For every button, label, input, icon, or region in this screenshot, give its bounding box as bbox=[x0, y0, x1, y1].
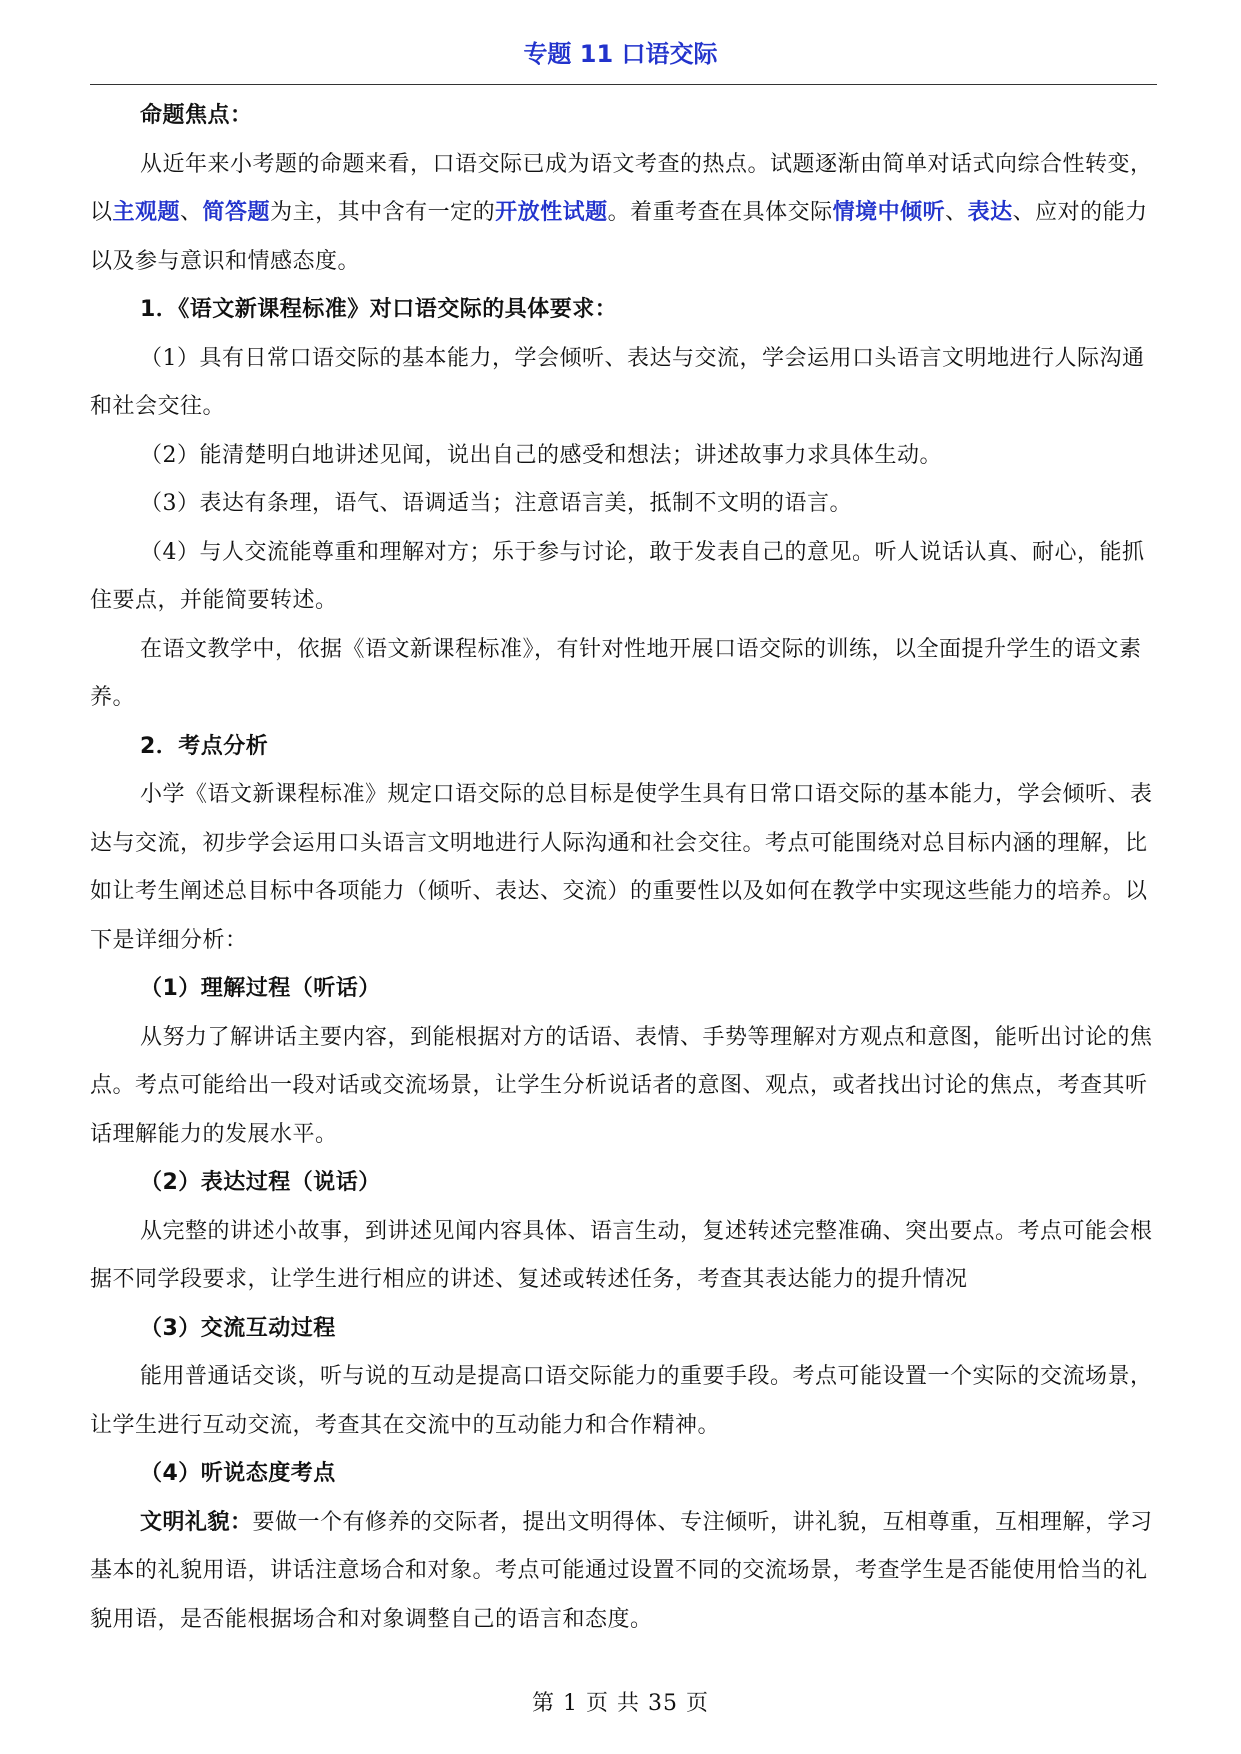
focus-paragraph bbox=[90, 141, 1157, 287]
highlight-expression: 表达 bbox=[967, 200, 1013, 225]
section1-heading: 1．《语文新课程标准》对口语交际的具体要求： bbox=[140, 297, 618, 322]
highlight-subjective: 主观题 bbox=[112, 200, 181, 225]
sub1-text: 从努力了解讲话主要内容，到能根据对方的话语、表情、手势等理解对方观点和意图，能听出讨论的焦点。考点可能给出一段对话或交流场景，让学生分析说话者的意图、观点，或者找出讨论的焦点，考查其听话理解能力的发展水平。 bbox=[90, 1024, 1153, 1147]
sub4-label: 文明礼貌： bbox=[140, 1509, 253, 1535]
sub3-text: 能用普通话交谈，听与说的互动是提高口语交际能力的重要手段。考点可能设置一个实际的交流场景，让学生进行互动交流，考查其在交流中的互动能力和合作精神。 bbox=[90, 1364, 1153, 1438]
focus-text-c: 为主，其中含有一定的 bbox=[270, 200, 496, 225]
sub3-heading: （3）交流互动过程 bbox=[140, 1315, 336, 1341]
requirement-item: （1）具有日常口语交际的基本能力，学会倾听、表达与交流，学会运用口头语言文明地进行人际沟通和社会交往。 bbox=[90, 345, 1145, 419]
sub1-heading: （1）理解过程（听话） bbox=[140, 976, 381, 1001]
highlight-short-answer: 简答题 bbox=[202, 200, 271, 225]
focus-text-d: 。着重考查在具体交际 bbox=[607, 200, 833, 225]
sub4-text: 要做一个有修养的交际者，提出文明得体、专注倾听，讲礼貌，互相尊重，互相理解，学习基本的礼貌用语，讲话注意场合和对象。考点可能通过设置不同的交流场景，考查学生是否能使用恰当的礼貌用语，是否能根据场合和对象调整自己的语言和态度。 bbox=[90, 1509, 1153, 1632]
focus-text-b: 、 bbox=[180, 200, 203, 225]
sub2-heading: （2）表达过程（说话） bbox=[140, 1170, 381, 1195]
requirement-item: （2）能清楚明白地讲述见闻，说出自己的感受和想法；讲述故事力求具体生动。 bbox=[140, 442, 942, 468]
sub4-heading: （4）听说态度考点 bbox=[140, 1461, 336, 1486]
page-number: 第 1 页 共 35 页 bbox=[532, 1691, 709, 1716]
requirement-item: （4）与人交流能尊重和理解对方；乐于参与讨论，敢于发表自己的意见。听人说话认真、耐心，能抓住要点，并能简要转述。 bbox=[90, 539, 1145, 613]
header-divider bbox=[90, 84, 1157, 85]
focus-text-f: 、应对的能力以及参与意识和情感态度。 bbox=[90, 200, 1148, 274]
focus-text-a: 从近年来小考题的命题来看，口语交际已成为语文考查的热点。试题逐渐由简单对话式向综合性转变，以 bbox=[90, 151, 1153, 225]
section1-closing: 在语文教学中，依据《语文新课程标准》，有针对性地开展口语交际的训练，以全面提升学生的语文素养。 bbox=[90, 636, 1142, 710]
sub4-paragraph bbox=[90, 1499, 1157, 1645]
highlight-open-questions: 开放性试题 bbox=[495, 200, 608, 225]
sub2-text: 从完整的讲述小故事，到讲述见闻内容具体、语言生动，复述转述完整准确、突出要点。考点可能会根据不同学段要求，让学生进行相应的讲述、复述或转述任务，考查其表达能力的提升情况 bbox=[90, 1218, 1153, 1292]
section2-intro: 小学《语文新课程标准》规定口语交际的总目标是使学生具有日常口语交际的基本能力，学会倾听、表达与交流，初步学会运用口头语言文明地进行人际沟通和社会交往。考点可能围绕对总目标内涵的理解，比如让考生阐述总目标中各项能力（倾听、表达、交流）的重要性以及如何在教学中实现这些能力的培养。以下是详细分析： bbox=[90, 782, 1153, 953]
page-title: 专题 11 口语交际 bbox=[523, 40, 718, 68]
focus-text-e: 、 bbox=[945, 200, 968, 225]
requirement-item: （3）表达有条理，语气、语调适当；注意语言美，抵制不文明的语言。 bbox=[140, 491, 852, 516]
section2-heading: 2．考点分析 bbox=[140, 733, 269, 759]
document-body bbox=[90, 92, 1157, 1644]
focus-heading: 命题焦点： bbox=[140, 103, 253, 128]
highlight-listening: 情境中倾听 bbox=[832, 200, 946, 225]
